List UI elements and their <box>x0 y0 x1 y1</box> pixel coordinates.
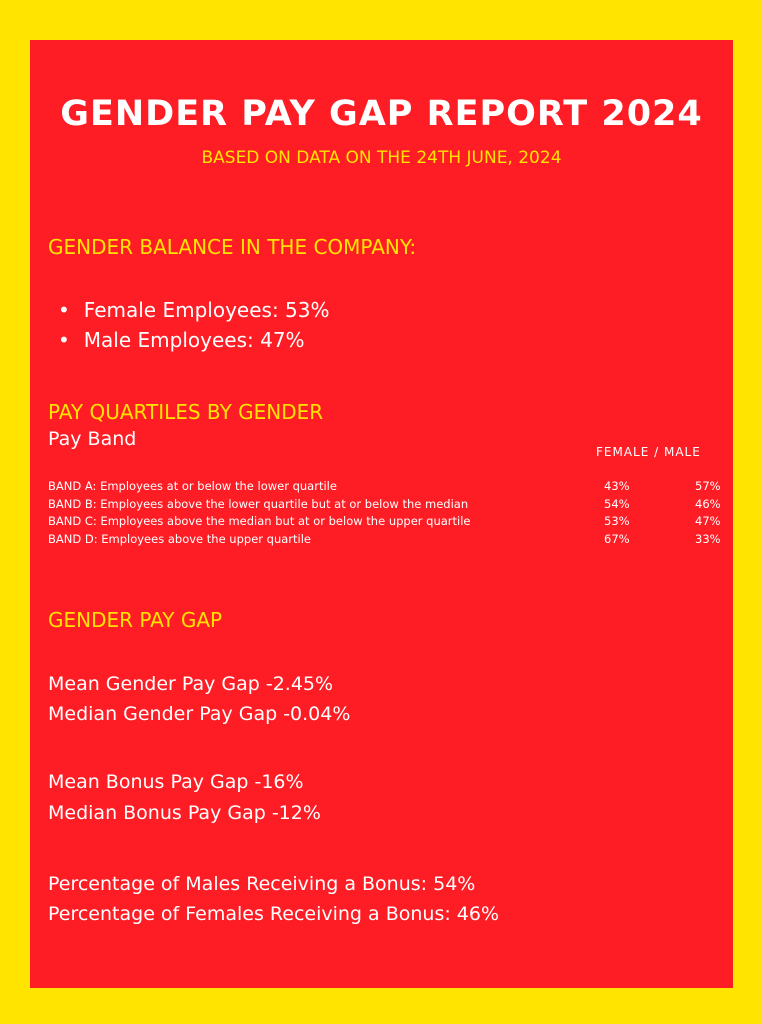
pay-band-label: Pay Band <box>48 428 137 450</box>
band-row-c <box>48 513 728 531</box>
gender-pay-gap-heading: GENDER PAY GAP <box>48 608 223 632</box>
mean-gender-pay-gap: Mean Gender Pay Gap -2.45% <box>48 673 334 695</box>
band-male-value: 46% <box>695 496 721 511</box>
band-male-value: 47% <box>695 514 721 528</box>
band-label: BAND C: Employees above the median but at or below the upper quartile <box>48 514 471 528</box>
male-employees-item: • Male Employees: 47% <box>58 325 330 355</box>
band-male-value: 33% <box>695 531 721 546</box>
gender-balance-heading: GENDER BALANCE IN THE COMPANY: <box>48 235 417 259</box>
band-female-value: 53% <box>604 514 630 528</box>
report-subtitle: BASED ON DATA ON THE 24TH JUNE, 2024 <box>201 148 562 168</box>
female-employees-item: • Female Employees: 53% <box>58 295 330 325</box>
band-female-value: 43% <box>604 479 630 493</box>
report-title: GENDER PAY GAP REPORT 2024 <box>60 94 703 134</box>
band-male-value: 57% <box>695 479 721 493</box>
band-female-value: 67% <box>604 531 630 546</box>
band-label: BAND D: Employees above the upper quartile <box>48 531 311 546</box>
males-receiving-bonus: Percentage of Males Receiving a Bonus: 54% <box>48 873 476 895</box>
mean-bonus-pay-gap: Mean Bonus Pay Gap -16% <box>48 771 304 793</box>
pay-quartiles-heading: PAY QUARTILES BY GENDER <box>48 400 324 424</box>
band-row-a <box>48 478 728 496</box>
median-gender-pay-gap: Median Gender Pay Gap -0.04% <box>48 703 351 725</box>
median-bonus-pay-gap: Median Bonus Pay Gap -12% <box>48 802 321 824</box>
band-female-value: 54% <box>604 496 630 511</box>
band-row-b <box>48 496 728 514</box>
pay-bands-table <box>48 478 728 548</box>
females-receiving-bonus: Percentage of Females Receiving a Bonus: 46% <box>48 903 500 925</box>
report-panel <box>30 40 733 988</box>
band-row-d <box>48 531 728 549</box>
female-male-column-header: FEMALE / MALE <box>596 445 701 459</box>
band-label: BAND B: Employees above the lower quartile but at or below the median <box>48 496 469 511</box>
band-label: BAND A: Employees at or below the lower quartile <box>48 479 337 493</box>
gender-balance-list <box>58 295 330 355</box>
